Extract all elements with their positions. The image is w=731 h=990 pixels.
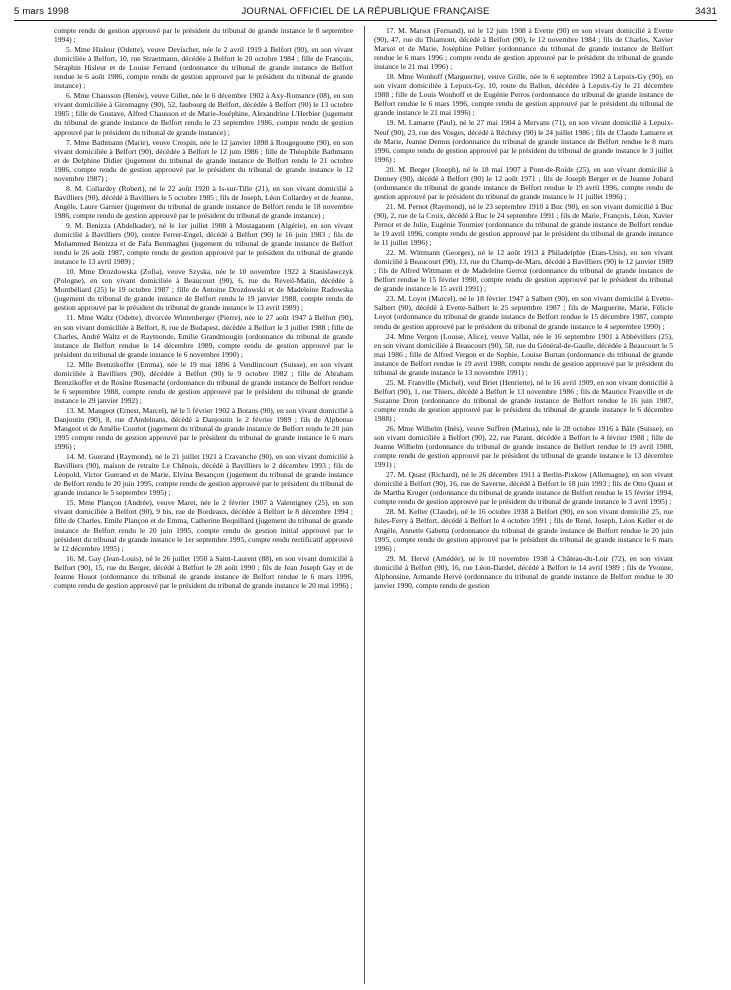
notice-entry: 14. M. Guerand (Raymond), né le 21 juillet 1921 à Cravanche (90), en son vivant domicilié à Bavilliers (90), maison de retraite Le Chênois, décédé à Bavilliers le 2 décembre 1993 ; fils de Léopold, Victor Guerand et de Marie, Elvina Besançon (jugement du tribunal de grande instance de Belfort rendu le 20 juin 1995, compte rendu de gestion approuvé par le président du tribunal de grande instance le 5 septembre 1995) ; bbox=[54, 452, 353, 498]
notice-entry: 5. Mme Hisleur (Odette), veuve Devischer, née le 2 avril 1919 à Belfort (90), en son vivant domiciliée à Belfort, 10, rue Straetmann, décédée à Belfort le 20 octobre 1984 ; fille de François, Séraphin Hisleur et de Louise Ferrand (ordonnance du tribunal de grande instance de Belfort rendue le 6 août 1986, compte rendu de gestion approuvé par le président du tribunal de grande instance) ; bbox=[54, 45, 353, 91]
notice-entry: 17. M. Marsot (Fernand), né le 12 juin 1908 à Evette (90) en son vivant domicilié à Evette (90), 47, rue du Thiamont, décédé à Belfort (90), le 12 novembre 1984 ; fils de Charles, Xavier Marsot et de Marie, Joséphine Peltier (ordonnance du tribunal de grande instance de Belfort rendue le 6 mars 1996 ; compte rendu de gestion approuvé par le président du tribunal de grande instance le 21 mai 1996) ; bbox=[374, 26, 673, 72]
notice-entry: 18. Mme Wonhoff (Marguerite), veuve Grille, née le 6 septembre 1902 à Lepuix-Gy (90), en son vivant domiciliée à Lepuix-Gy, 10, route du Ballon, décédée à Lepuix-Gy le 21 décembre 1988 ; fille de Louis Wonhoff et de Eugénie Perros (ordonnance du tribunal de grande instance de Belfort rendue le 6 mars 1996, compte rendu de gestion approuvé par le président du tribunal de grande instance le 21 mai 1996) ; bbox=[374, 72, 673, 118]
notice-entry: 11. Mme Waltz (Odette), divorcée Wintenberger (Pierre), née le 27 août 1947 à Belfort (90), en son vivant domiciliée à Belfort, 8, rue de Budapest, décédée à Belfort le 3 juillet 1988 ; fille de Charles, André Waltz et de Raymonde, Emilie Grandmougin (ordonnance du tribunal de grande instance de Belfort rendue le 14 décembre 1989, compte rendu de gestion approuvé par le président du tribunal de grande instance le 6 novembre 1990) ; bbox=[54, 313, 353, 359]
notice-entry: 25. M. Franville (Michel), veuf Briet (Henriette), né le 16 avril 1909, en son vivant domicilié à Belfort (90), 1, rue Thiers, décédé à Belfort le 13 novembre 1986 ; fils de Maurice Franville et de Suzanne Dron (ordonnance du tribunal de grande instance de Belfort rendue le 16 juin 1987, compte rendu de gestion approuvé par le président du tribunal de grande instance le 6 décembre 1988) ; bbox=[374, 377, 673, 423]
notice-entry: 16. M. Gay (Jean-Louis), né le 26 juillet 1950 à Saint-Laurent (88), en son vivant domicilié à Belfort (90), 15, rue du Berger, décédé à Belfort le 28 août 1990 ; fils de Jean Joseph Gay et de Jeanne Houot (ordonnance du tribunal de grande instance de Belfort rendue le 6 mars 1996, compte rendu de gestion approuvé par le président du tribunal de grande instance le 20 mai 1996) ; bbox=[54, 553, 353, 590]
notice-entry: 28. M. Keller (Claude), né le 16 octobre 1938 à Belfort (90), en son vivant domicilié 25, rue Jules-Ferry à Belfort, décédé à Belfort le 4 octobre 1991 ; fils de René, Joseph, Léon Keller et de Angèle, Annette Gabetta (ordonnance du tribunal de grande instance de Belfort rendue le 20 juin 1995, compte rendu de gestion approuvé par le président du tribunal de grande instance le 6 mars 1996) ; bbox=[374, 507, 673, 553]
notice-entry: 7. Mme Bathmann (Marie), veuve Crespin, née le 12 janvier 1898 à Rougegoutte (90), en son vivant domiciliée à Belfort (90), décédée à Belfort le 12 juin 1986 ; fille de Théophile Bathmann et de Delphine Didier (jugement du tribunal de grande instance de Belfort rendu le 21 octobre 1986, compte rendu de gestion approuvé par le président du tribunal de grande instance le 12 novembre 1987) ; bbox=[54, 137, 353, 183]
notice-entry: 12. Mlle Brenzikoffer (Emma), née le 19 mai 1896 à Vendlincourt (Suisse), en son vivant domiciliée à Bavilliers (90), décédée à Belfort (90) le 9 octobre 1982 ; fille de Abraham Brenzikoffer et de Rosine Rusenacht (ordonnance du tribunal de grande instance de Belfort rendue le 6 septembre 1988, compte rendu de gestion approuvé par le président du tribunal de grande instance le 29 janvier 1992) ; bbox=[54, 359, 353, 405]
notice-entry: 10. Mme Drozdowska (Zofia), veuve Szyska, née le 10 novembre 1922 à Stanislawczyk (Pologne), en son vivant domiciliée à Beaucourt (90), 6, rue du Reveil-Matin, décédée à Montbéliard (25) le 19 octobre 1987 ; fille de Antoine Drozdowski et de Madeleine Radowska (jugement du tribunal de grande instance de Belfort rendu le 19 janvier 1988, compte rendu de gestion approuvé par le président du tribunal de grande instance le 13 avril 1989) ; bbox=[54, 267, 353, 313]
page-header bbox=[0, 0, 731, 24]
left-column bbox=[54, 26, 353, 984]
notice-entry: 29. M. Hervé (Amédée), né le 10 novembre 1938 à Château-du-Loir (72), en son vivant domicilié à Belfort (90), 16, rue Léon-Dardel, décédé à Belfort le 14 avril 1989 ; fils de Yvonne, Alphonsine, Armande Hervé (ordonnance du tribunal de grande instance de Belfort rendue le 30 janvier 1990, compte rendu de gestion bbox=[374, 553, 673, 590]
notice-entry: 13. M. Mangeot (Ernest, Marcel), né le 5 février 1902 à Botans (90), en son vivant domicilié à Danjoutin (90), 8, rue d'Andelnans, décédé à Danjoutin le 2 février 1989 ; fils de Alphonse Mangeot et de Amélie Courtot (jugement du tribunal de grande instance de Belfort rendu le 20 juin 1995 compte rendu de gestion approuvé par le président du tribunal de grande instance le 6 mars 1996) ; bbox=[54, 405, 353, 452]
header-rule bbox=[14, 20, 717, 21]
notice-entry: 23. M. Loyot (Marcel), né le 18 février 1947 à Salbert (90), en son vivant domicilié à Evette-Salbert (90), décédé à Evette-Salbert le 25 septembre 1987 ; fils de Marguerite, Marie, Félicie Loyot (ordonnance du tribunal de grande instance de Belfort rendue le 15 décembre 1987, compte rendu de gestion approuvé par le président du tribunal de grande instance le 4 septembre 1990) ; bbox=[374, 294, 673, 331]
column-divider bbox=[364, 26, 365, 984]
notice-entry: 27. M. Quast (Richard), né le 26 décembre 1911 à Berlin-Pixkow (Allemagne), en son vivant domicilié à Belfort (90), 16, rue de Saverne, décédé à Belfort le 18 juin 1993 ; fils de Otto Quast et de Martha Kruger (ordonnance du tribunal de grande instance de Belfort rendue le 15 février 1994, compte rendu de gestion approuvé par le président du tribunal de grande instance le 3 avril 1995) ; bbox=[374, 470, 673, 507]
notice-entry: 19. M. Lamarre (Paul), né le 27 mai 1904 à Mervans (71), en son vivant domicilié à Lepuix-Neuf (90), 23, rue des Vosges, décédé à Réchésy (90) le 24 juillet 1986 ; fils de Claude Lamarre et de Marie, Jeanne Demus (ordonnance du tribunal de grande instance de Belfort rendue le 8 mars 1996, compte rendu de gestion approuvé par le président du tribunal de grande instance le 3 juillet 1996) ; bbox=[374, 118, 673, 164]
notice-entry: 6. Mme Chausson (Renée), veuve Gillet, née le 6 décembre 1902 à Axy-Romance (08), en son vivant domiciliée à Giromagny (90), 52, faubourg de Belfort, décédée à Belfort (90) le 13 octobre 1985 ; fille de Gustave, Alfred Chausson et de Marie-Joséphine, Alexandrine L'Herbier (jugement du tribunal de grande instance de Belfort rendu le 23 septembre 1986, compte rendu de gestion approuvé par le président du tribunal de grande instance) ; bbox=[54, 91, 353, 137]
notice-entry: 21. M. Pernot (Raymond), né le 23 septembre 1910 à Buc (90), en son vivant domicilié à Buc (90), 2, rue de la Croix, décédé à Buc le 24 septembre 1991 ; fils de Marie, François, Léon, Xavier Pernot et de Julie, Eugénie Tournier (ordonnance du tribunal de grande instance de Belfort rendue le 19 avril 1996, compte rendu de gestion approuvé par le président du tribunal de grande instance le 11 juillet 1996) ; bbox=[374, 201, 673, 248]
notice-entry: 20. M. Berger (Joseph), né le 18 mai 1907 à Pont-de-Roide (25), en son vivant domicilié à Denney (90), décédé à Belfort (90) le 12 août 1971 ; fils de Joseph Berger et de Jeanne Jobard (ordonnance du tribunal de grande instance de Belfort rendue le 19 avril 1996, compte rendu de gestion approuvé par le président du tribunal de grande instance le 11 juillet 1996) ; bbox=[374, 164, 673, 201]
notice-entry: 15. Mme Plançon (Andrée), veuve Maret, née le 2 février 1907 à Valentigney (25), en son vivant domiciliée à Belfort (90), 9 bis, rue de Bordeaux, décédée à Belfort le 8 décembre 1994 ; fille de Charles, Emile Plançon et de Emma, Catherine Bequillard (jugement du tribunal de grande instance de Belfort rendu le 20 juin 1995, compte rendu de gestion initial approuvé par le président du tribunal de grande instance le 1er septembre 1995, compte rendu rectificatif approuvé le 12 décembre 1995) ; bbox=[54, 498, 353, 553]
page-number: 3431 bbox=[695, 6, 717, 17]
journal-title: JOURNAL OFFICIEL DE LA RÉPUBLIQUE FRANÇAISE bbox=[241, 6, 490, 17]
notice-entry: 8. M. Collardey (Robert), né le 22 août 1920 à Is-sur-Tille (21), en son vivant domicilié à Bavilliers (90), décédé à Bavilliers le 5 octobre 1985 ; fils de Joseph, Léon Collardey et de Jeanne, Angèle, Laure Garnier (jugement du tribunal de grande instance de Belfort rendu le 18 novembre 1986, compte rendu de gestion approuvé par le président du tribunal de grande instance) ; bbox=[54, 183, 353, 220]
notice-entry: 9. M. Benizza (Abdelkader), né le 1er juillet 1908 à Mostaganem (Algérie), en son vivant domicilié à Bavilliers (90), centre Ferrer-Engel, décédé à Belfort (90) le 16 juin 1983 ; fils de Mohammed Benizza et de Fafa Benmaghni (jugement du tribunal de grande instance de Belfort rendu le 26 août 1987, compte rendu de gestion approuvé par le président du tribunal de grande instance le 13 avril 1989) ; bbox=[54, 220, 353, 267]
notice-entry: 26. Mme Wilhelm (Inès), veuve Suffren (Marius), née le 28 octobre 1916 à Bâle (Suisse), en son vivant domiciliée à Belfort (90), 22, rue Parant, décédée à Belfort le 4 février 1988 ; fille de Jeanne Wilhelm (ordonnance du tribunal de grande instance de Belfort rendue le 19 avril 1988, compte rendu de gestion approuvé par le président du tribunal de grande instance le 13 décembre 1991) ; bbox=[374, 424, 673, 470]
issue-date: 5 mars 1998 bbox=[14, 6, 70, 17]
right-column bbox=[374, 26, 673, 984]
notice-entry: 24. Mme Vergon (Louise, Alice), veuve Vallat, née le 16 septembre 1901 à Abbévillers (25), en son vivant domiciliée à Beaucourt (90), 58, rue du Général-de-Gaulle, décédée à Beaucourt le 5 mai 1986 ; fille de Alfred Vergon et de Sophie, Louise Burtan (ordonnance du tribunal de grande instance de Belfort rendue le 19 avril 1988, compte rendu de gestion approuvé par le président du tribunal de grande instance le 13 novembre 1991) ; bbox=[374, 331, 673, 377]
notice-entry: 22. M. Wittmann (Georges), né le 12 août 1913 à Philadelphie (Etats-Unis), en son vivant domicilié à Beaucourt (90), 13, rue du Champ-de-Mars, décédé à Bavilliers (90) le 12 janvier 1989 ; fils de Alfred Wittmann et de Madeleine Gerroz (ordonnance du tribunal de grande instance de Belfort rendue le 15 février 1990, compte rendu de gestion approuvé par le président du tribunal de grande instance le 15 avril 1991) ; bbox=[374, 248, 673, 294]
continued-paragraph: compte rendu de gestion approuvé par le président du tribunal de grande instance le 8 septembre 1994) ; bbox=[54, 26, 353, 45]
